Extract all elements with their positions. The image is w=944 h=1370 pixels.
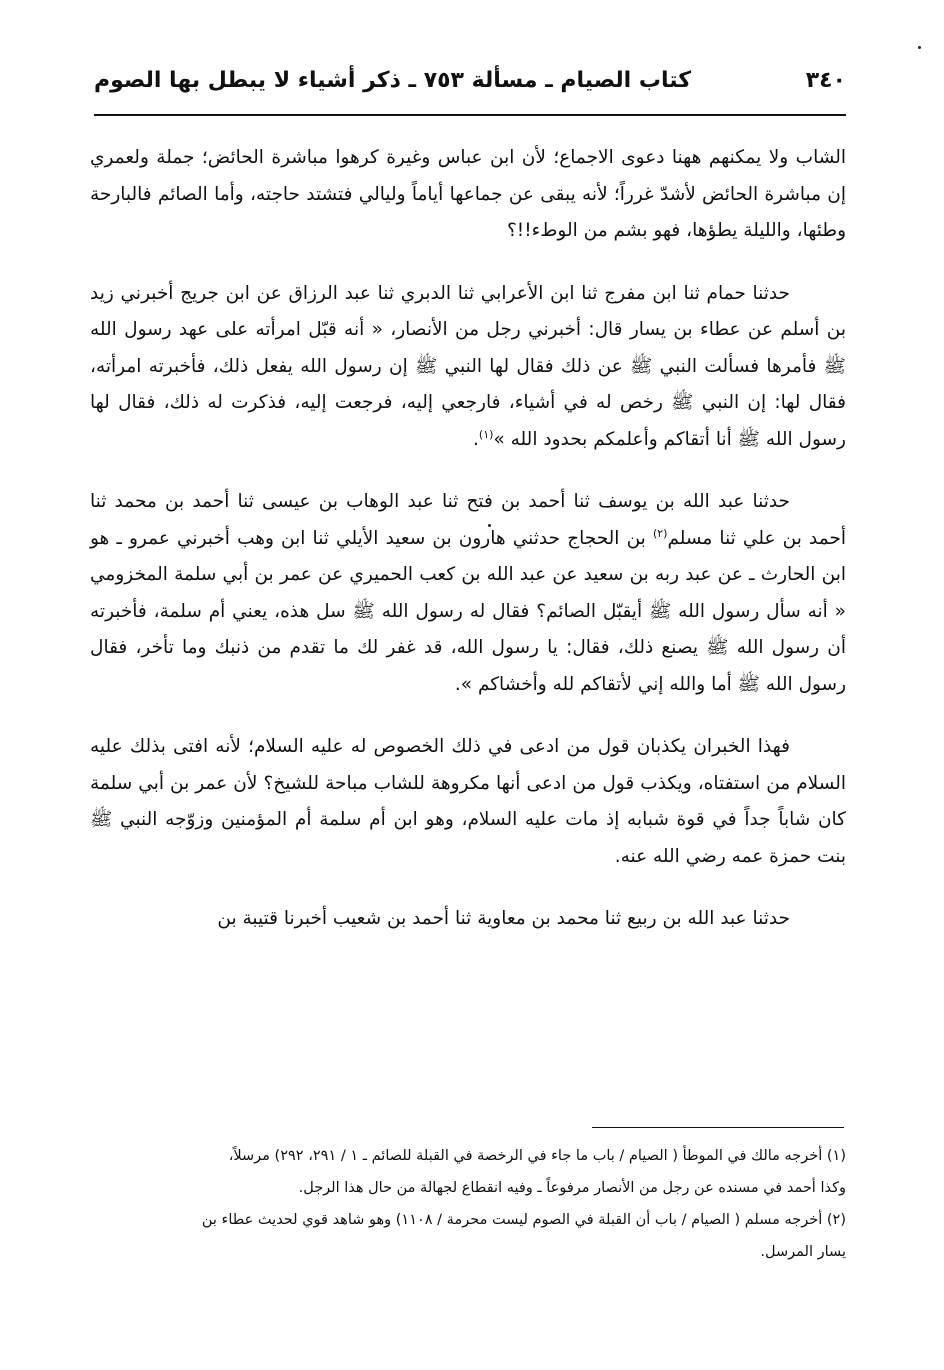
- scan-speck: [918, 46, 921, 49]
- paragraph-2-end: .: [473, 428, 479, 450]
- paragraph-3-text-a: حدثنا عبد الله بن يوسف ثنا أحمد بن فتح ثنا عبد الوهاب بن عيسى ثنا أحمد بن محمد ثنا أحمد بن علي ثنا مسلم: [90, 491, 846, 549]
- paragraph-3: [90, 484, 846, 703]
- footnotes: [92, 1140, 846, 1268]
- footnote-1-continued: وكذا أحمد في مسنده عن رجل من الأنصار مرفوعاً ـ وفيه انقطاع لجهالة من حال هذا الرجل.: [298, 1180, 846, 1196]
- header-divider: [94, 114, 846, 116]
- running-title: كتاب الصيام ـ مسألة ٧٥٣ ـ ذكر أشياء لا يبطل بها الصوم: [94, 67, 692, 93]
- paragraph-2-text: حدثنا حمام ثنا ابن مفرج ثنا ابن الأعرابي ثنا الدبري ثنا عبد الرزاق عن ابن جريج أخبرني زيد بن أسلم عن عطاء بن يسار قال: أخبرني رجل من الأنصار، « أنه قبّل امرأته على عهد رسول الله ﷺ فأمرها فسألت النبي ﷺ عن ذلك فقال لها النبي ﷺ إن رسول الله يفعل ذلك، فأخبرته امرأته، فقال لها: إن النبي ﷺ رخص له في أشياء، فارجعي إليه، فرجعت إليه، فذكرت له ذلك، فقال لها رسول الله ﷺ أنا أتقاكم وأعلمكم بحدود الله »: [90, 282, 846, 450]
- scan-speck: [488, 524, 491, 527]
- footnote-2-continued: يسار المرسل.: [760, 1244, 846, 1260]
- paragraph-5: حدثنا عبد الله بن ربيع ثنا محمد بن معاوية ثنا أحمد بن شعيب أخبرنا قتيبة بن: [217, 908, 790, 929]
- footnote-1: (١) أخرجه مالك في الموطأ ( الصيام / باب ما جاء في الرخصة في القبلة للصائم ـ ١ / ٢٩١، ٢٩٢) مرسلاً،: [228, 1148, 846, 1164]
- paragraph-2: [90, 276, 846, 459]
- footnote-ref-2: (٢): [652, 526, 668, 540]
- footnote-divider: [592, 1127, 844, 1128]
- page-number: ٣٤٠: [805, 67, 846, 93]
- page-header: [94, 58, 846, 102]
- paragraph-1: الشاب ولا يمكنهم ههنا دعوى الاجماع؛ لأن ابن عباس وغيرة كرهوا مباشرة الحائض؛ جملة ولعمري إن مباشرة الحائض لأشدّ غرراً؛ لأنه يبقى عن جماعها أياماً وليالي فتشتد حاجته، وأما الصائم فالبارحة وطئها، والليلة يطؤها، فهو بشم من الوطء!!؟: [90, 147, 846, 241]
- paragraph-4: فهذا الخبران يكذبان قول من ادعى في ذلك الخصوص له عليه السلام؛ لأنه افتى بذلك عليه السلام من استفتاه، ويكذب قول من ادعى أنها مكروهة للشاب مباحة للشيخ؟ لأن عمر بن أبي سلمة كان شاباً جداً في قوة شبابه إذ مات عليه السلام، وهو ابن أم سلمة أم المؤمنين وزوّجه النبي ﷺ بنت حمزة عمه رضي الله عنه.: [90, 736, 846, 867]
- footnote-2: (٢) أخرجه مسلم ( الصيام / باب أن القبلة في الصوم ليست محرمة / ١١٠٨) وهو شاهد قوي لحديث عطاء بن: [201, 1212, 846, 1228]
- main-text: [90, 140, 846, 964]
- footnote-ref-1: (١): [478, 427, 494, 441]
- paragraph-3-text-b: بن الحجاج حدثني هارون بن سعيد الأيلي ثنا ابن وهب أخبرني عمرو ـ هو ابن الحارث ـ عن عبد ربه بن سعيد عن عبد الله بن كعب الحميري عن عمر بن أبي سلمة المخزومي « أنه سأل رسول الله ﷺ أيقبّل الصائم؟ فقال له رسول الله ﷺ سل هذه، يعني أم سلمة، فأخبرته أن رسول الله ﷺ يصنع ذلك، فقال: يا رسول الله، قد غفر لك ما تقدم من ذنبك وما تأخر، فقال رسول الله ﷺ أما والله إني لأتقاكم لله وأخشاكم ».: [90, 527, 846, 695]
